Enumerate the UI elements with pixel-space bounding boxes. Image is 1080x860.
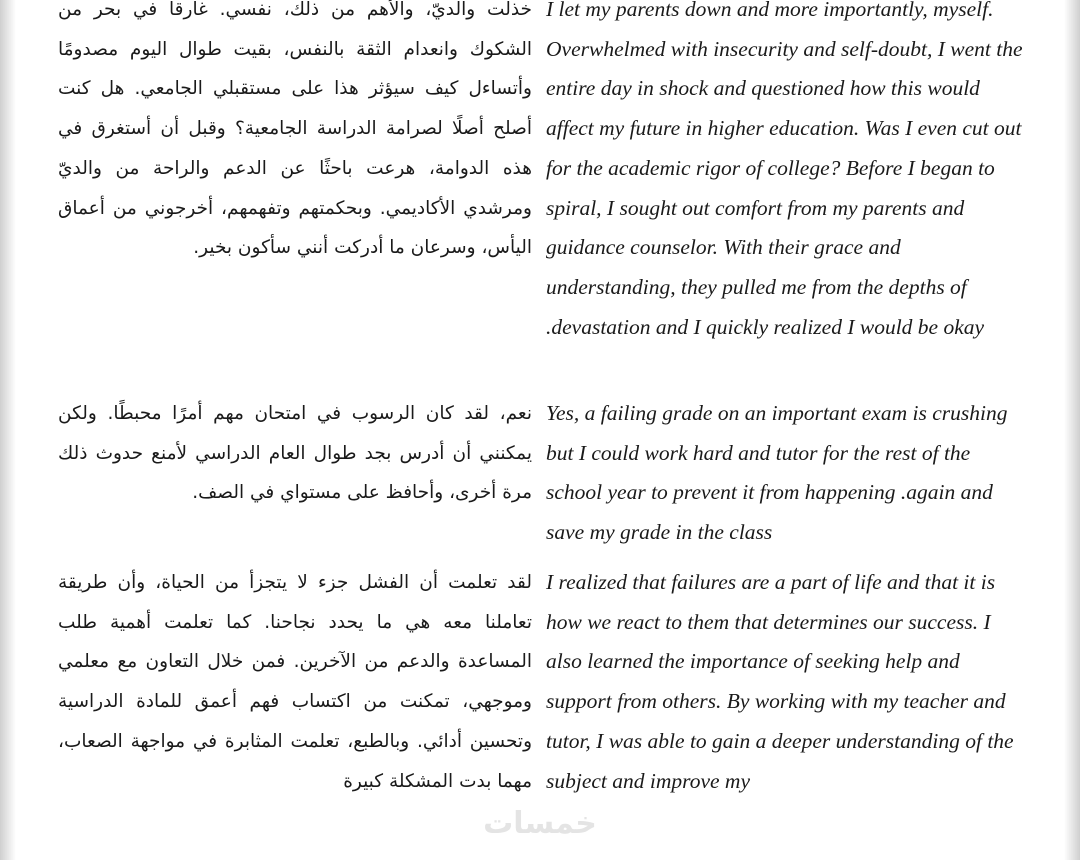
english-paragraph-1: I let my parents down and more importantly, myself. Overwhelmed with insecurity and self-doubt, I went the entire day in shock and questioned how this would affect my future in higher education. Was I even cut out for the academic rigor of college? Before I began to spiral, I sought out comfort from my parents and guidance counselor. With their grace and understanding, they pulled me from the depths of .devastation and I quickly realized I would be okay	[546, 0, 1023, 339]
watermark-logo: خمسات	[483, 806, 597, 841]
page-edge-shadow-left	[0, 0, 16, 860]
english-paragraph-2: Yes, a failing grade on an important exam is crushing but I could work hard and tutor for the rest of the school year to prevent it from happening .again and save my grade in the class	[546, 401, 1008, 545]
arabic-paragraph-3: لقد تعلمت أن الفشل جزء لا يتجزأ من الحياة، وأن طريقة تعاملنا معه هي ما يحدد نجاحنا. كما تعلمت أهمية طلب المساعدة والدعم من الآخرين. فمن خلال التعاون مع معلمي وموجهي، تمكنت من اكتساب فهم أعمق للمادة الدراسية وتحسين أدائي. وبالطبع، تعلمت المثابرة في مواجهة الصعاب، مهما بدت المشكلة كبيرة	[58, 572, 532, 792]
english-paragraph-3: I realized that failures are a part of life and that it is how we react to them that determines our success. I also learned the importance of seeking help and support from others. By working with my teacher and tutor, I was able to gain a deeper understanding of the subject and improve my	[546, 570, 1014, 793]
arabic-paragraph-1: خذلت والديّ، والأهم من ذلك، نفسي. غارقا في بحر من الشكوك وانعدام الثقة بالنفس، بقيت طوال اليوم مصدومًا وأتساءل كيف سيؤثر هذا على مستقبلي الجامعي. هل كنت أصلح أصلًا لصرامة الدراسة الجامعية؟ وقبل أن أستغرق في هذه الدوامة، هرعت باحثًا عن الدعم والراحة من والديّ ومرشدي الأكاديمي. وبحكمتهم وتفهمهم، أخرجوني من أعماق اليأس، وسرعان ما أدركت أنني سأكون بخير.	[58, 0, 532, 259]
page-edge-shadow-right	[1064, 0, 1080, 860]
arabic-paragraph-2: نعم، لقد كان الرسوب في امتحان مهم أمرًا محبطًا. ولكن يمكنني أن أدرس بجد طوال العام الدراسي لأمنع حدوث ذلك مرة أخرى، وأحافظ على مستواي في الصف.	[58, 403, 532, 504]
